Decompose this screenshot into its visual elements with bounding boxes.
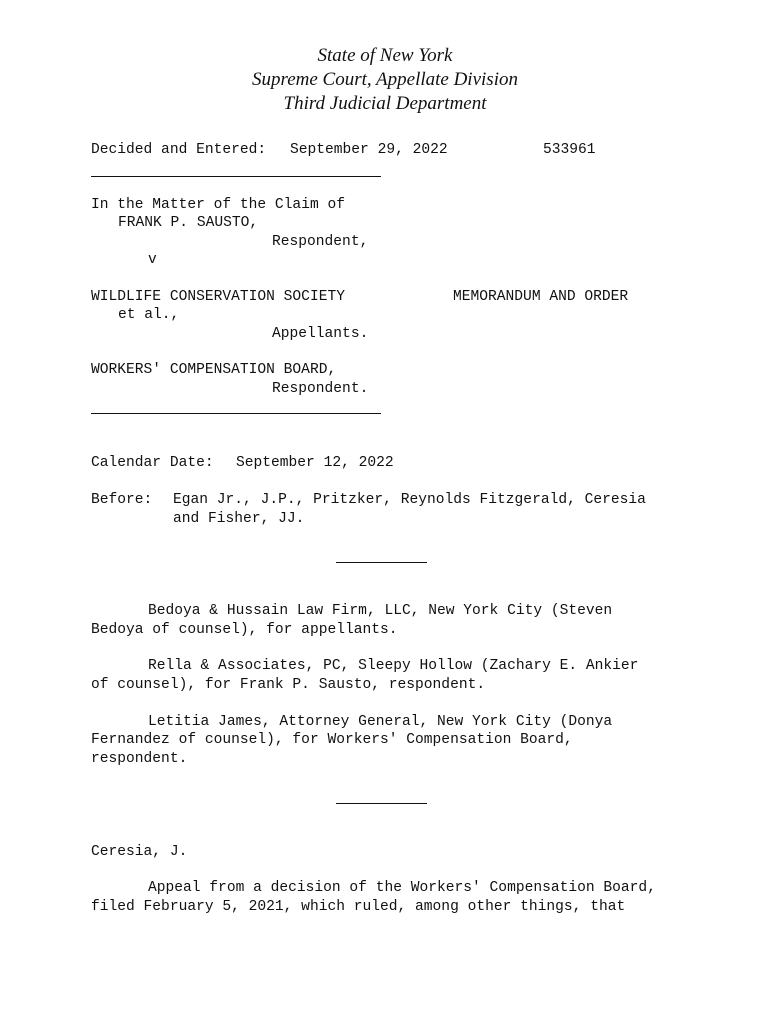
section-divider bbox=[336, 562, 427, 563]
court-state: State of New York bbox=[317, 45, 453, 66]
caption-bottom-rule bbox=[91, 413, 381, 414]
counsel-claimant-line2: of counsel), for Frank P. Sausto, respondent. bbox=[91, 677, 486, 693]
caption-employer-cont: et al., bbox=[118, 307, 180, 323]
opinion-text-line1: Appeal from a decision of the Workers' Compensation Board, bbox=[148, 880, 656, 896]
caption-matter: In the Matter of the Claim of bbox=[91, 197, 345, 213]
calendar-date: September 12, 2022 bbox=[236, 455, 394, 471]
calendar-label: Calendar Date: bbox=[91, 455, 214, 471]
counsel-board-line2: Fernandez of counsel), for Workers' Compensation Board, bbox=[91, 732, 573, 748]
caption-versus: v bbox=[148, 252, 157, 268]
caption-top-rule bbox=[91, 176, 381, 177]
counsel-board-line1: Letitia James, Attorney General, New York City (Donya bbox=[148, 714, 613, 730]
opinion-text-line2: filed February 5, 2021, which ruled, among other things, that bbox=[91, 899, 626, 915]
caption-employer-role: Appellants. bbox=[272, 326, 369, 342]
caption-claimant-role: Respondent, bbox=[272, 234, 369, 250]
decided-date: September 29, 2022 bbox=[290, 142, 448, 158]
before-justices-line1: Egan Jr., J.P., Pritzker, Reynolds Fitzgerald, Ceresia bbox=[173, 492, 646, 508]
counsel-board-line3: respondent. bbox=[91, 751, 188, 767]
caption-board-role: Respondent. bbox=[272, 381, 369, 397]
section-divider bbox=[336, 803, 427, 804]
before-label: Before: bbox=[91, 492, 153, 508]
caption-employer: WILDLIFE CONSERVATION SOCIETY bbox=[91, 289, 345, 305]
caption-board: WORKERS' COMPENSATION BOARD, bbox=[91, 362, 337, 378]
caption-claimant: FRANK P. SAUSTO, bbox=[118, 215, 259, 231]
counsel-appellants-line2: Bedoya of counsel), for appellants. bbox=[91, 622, 398, 638]
decided-label: Decided and Entered: bbox=[91, 142, 267, 158]
opinion-author: Ceresia, J. bbox=[91, 844, 188, 860]
counsel-appellants-line1: Bedoya & Hussain Law Firm, LLC, New York City (Steven bbox=[148, 603, 613, 619]
docket-number: 533961 bbox=[543, 142, 596, 158]
court-department: Third Judicial Department bbox=[283, 93, 487, 114]
counsel-claimant-line1: Rella & Associates, PC, Sleepy Hollow (Zachary E. Ankier bbox=[148, 658, 639, 674]
document-type: MEMORANDUM AND ORDER bbox=[453, 289, 629, 305]
court-name: Supreme Court, Appellate Division bbox=[252, 69, 518, 90]
before-justices-line2: and Fisher, JJ. bbox=[173, 511, 305, 527]
